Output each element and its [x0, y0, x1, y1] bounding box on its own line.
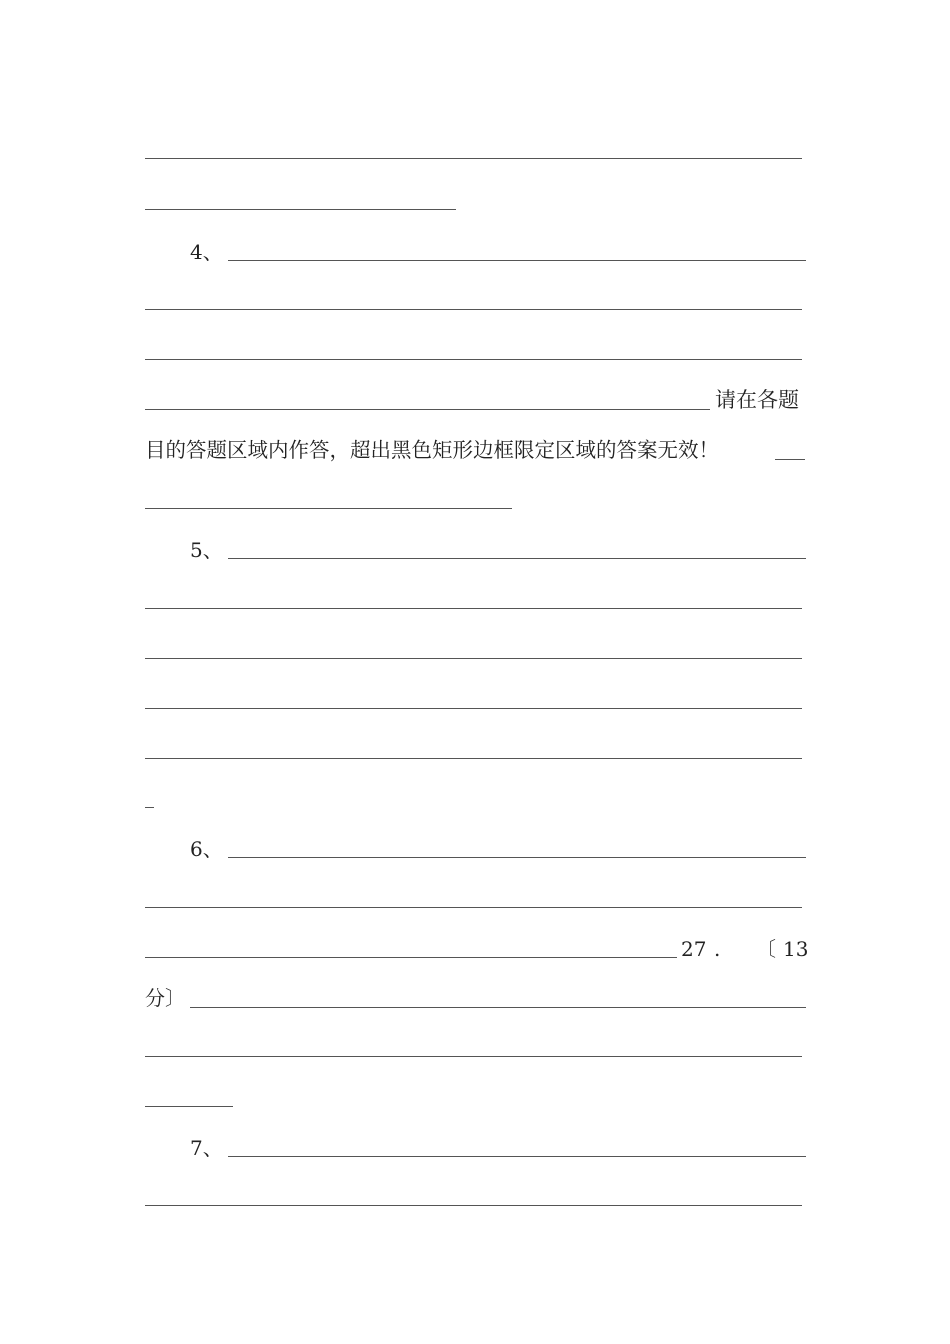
answer-line: [228, 857, 806, 858]
answer-line: [145, 608, 802, 609]
question-4-label: 4、: [190, 240, 223, 264]
answer-line: [145, 158, 802, 159]
question-5-label: 5、: [190, 538, 223, 562]
boundary-notice-part1: 请在各题: [715, 388, 799, 412]
answer-line: [228, 1156, 806, 1157]
question-27-points: 13: [783, 937, 809, 961]
answer-line: [145, 1056, 802, 1057]
answer-line: [145, 807, 154, 808]
answer-line: [145, 907, 802, 908]
answer-line: [145, 957, 677, 958]
answer-line: [145, 658, 802, 659]
answer-line: [145, 309, 802, 310]
answer-line: [190, 1007, 806, 1008]
question-7-label: 7、: [190, 1136, 223, 1160]
question-6-label: 6、: [190, 837, 223, 861]
answer-line: [145, 758, 802, 759]
answer-line: [775, 459, 805, 460]
question-27-bracket-open: 〔: [756, 937, 776, 961]
answer-line: [228, 558, 806, 559]
answer-line: [145, 1106, 233, 1107]
answer-line: [145, 359, 802, 360]
question-27-dot: .: [714, 937, 721, 961]
answer-line: [145, 508, 512, 509]
answer-line: [228, 260, 806, 261]
boundary-notice-part2: 目的答题区域内作答，超出黑色矩形边框限定区域的答案无效！: [145, 438, 719, 462]
answer-line: [145, 409, 710, 410]
answer-line: [145, 209, 456, 210]
question-27-points-unit: 分〕: [145, 986, 185, 1010]
answer-line: [145, 1205, 802, 1206]
answer-line: [145, 708, 802, 709]
question-27-number: 27: [681, 937, 707, 961]
